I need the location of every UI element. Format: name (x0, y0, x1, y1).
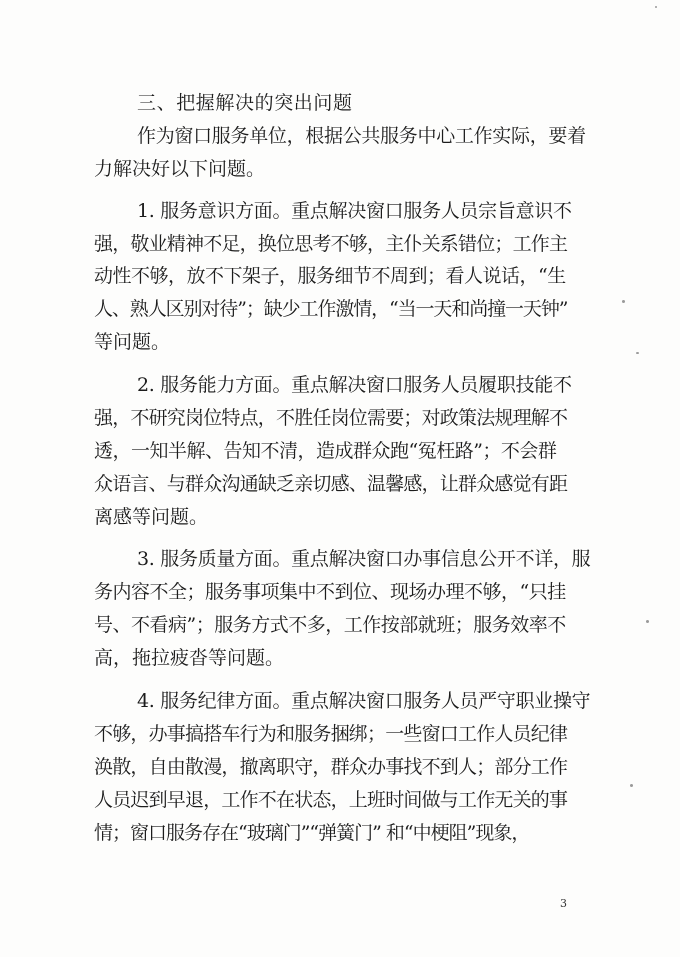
paragraph-line: 力解决好以下问题。 (94, 158, 266, 180)
paragraph-line: 情；窗口服务存在“玻璃门”“弹簧门” 和“中梗阻”现象， (94, 822, 530, 844)
scan-speck (655, 6, 657, 8)
paragraph-line: 动性不够，放不下架子，服务细节不周到；看人说话，“生 (94, 265, 566, 287)
paragraph-line: 透，一知半解、告知不清，造成群众跑“冤枉路”；不会群 (94, 440, 557, 462)
section-heading: 三、把握解决的突出问题 (137, 92, 353, 114)
paragraph-line: 2. 服务能力方面。重点解决窗口服务人员履职技能不 (137, 374, 572, 396)
paragraph-line: 人、熟人区别对待”；缺少工作激情，“当一天和尚撞一天钟” (94, 298, 568, 320)
paragraph-line: 4. 服务纪律方面。重点解决窗口服务人员严守职业操守 (137, 690, 591, 712)
paragraph-line: 强，不研究岗位特点，不胜任岗位需要；对政策法规理解不 (94, 407, 568, 429)
paragraph-line: 高，拖拉疲沓等问题。 (94, 647, 285, 669)
page-number: 3 (560, 897, 567, 910)
paragraph-line: 务内容不全；服务事项集中不到位、现场办理不够，“只挂 (94, 581, 566, 603)
paragraph-line: 涣散，自由散漫，撤离职守，群众办事找不到人；部分工作 (94, 756, 568, 778)
paragraph-line: 作为窗口服务单位，根据公共服务中心工作实际，要着 (137, 125, 586, 147)
paragraph-line: 等问题。 (94, 331, 171, 353)
paragraph-line: 强，敬业精神不足，换位思考不够，主仆关系错位；工作主 (94, 233, 568, 255)
paragraph-line: 1. 服务意识方面。重点解决窗口服务人员宗旨意识不 (137, 200, 572, 222)
paragraph-line: 3. 服务质量方面。重点解决窗口办事信息公开不详，服 (137, 548, 591, 570)
paragraph-line: 不够，办事搞搭车行为和服务捆绑；一些窗口工作人员纪律 (94, 723, 568, 745)
paragraph-line: 离感等问题。 (94, 506, 209, 528)
paragraph-line: 号、不看病”；服务方式不多，工作按部就班；服务效率不 (94, 614, 566, 636)
paragraph-line: 众语言、与群众沟通缺乏亲切感、温馨感，让群众感觉有距 (94, 473, 568, 495)
paragraph-line: 人员迟到早退，工作不在状态，上班时间做与工作无关的事 (94, 789, 568, 811)
